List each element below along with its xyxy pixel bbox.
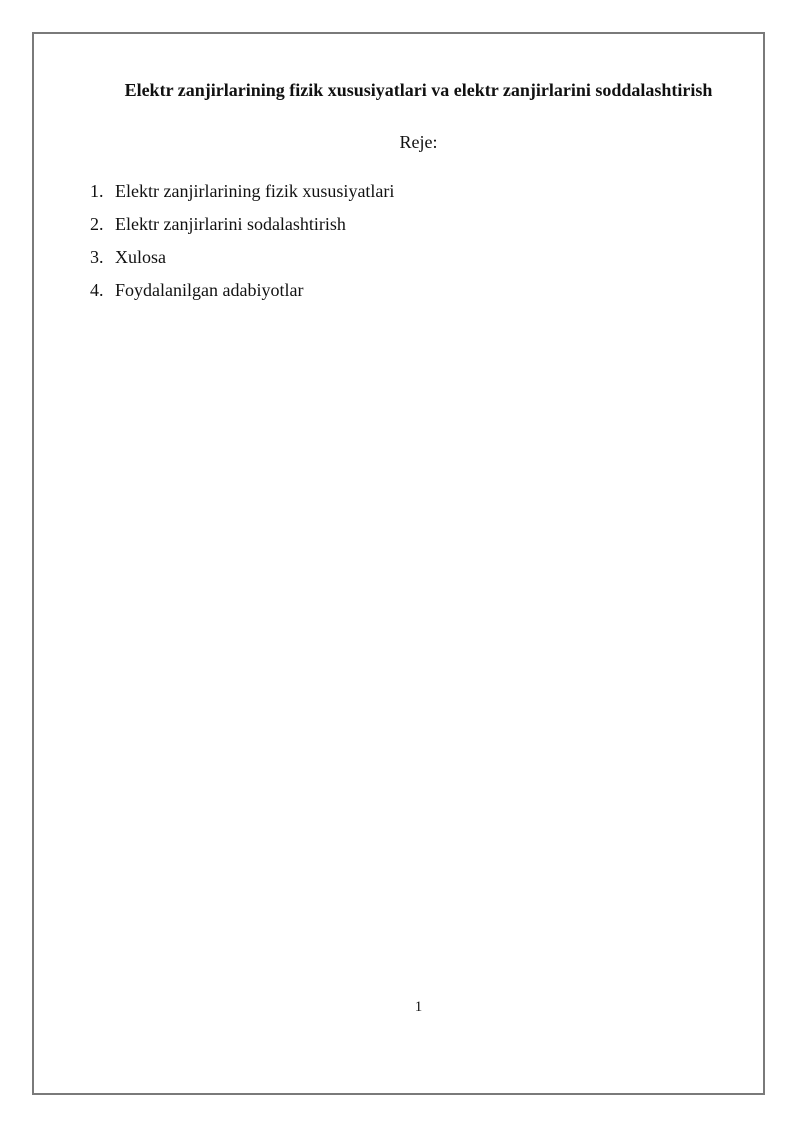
list-item <box>90 212 394 236</box>
list-item-text: Elektr zanjirlarini sodalashtirish <box>115 214 346 234</box>
page-number: 1 <box>414 999 423 1015</box>
list-item-number: 3. <box>90 247 104 267</box>
plan-heading: Reje: <box>399 132 438 152</box>
list-item-number: 2. <box>90 214 104 234</box>
list-item-number: 4. <box>90 280 104 300</box>
list-item-text: Foydalanilgan adabiyotlar <box>115 280 304 300</box>
list-item-number: 1. <box>90 181 104 201</box>
list-item-text: Elektr zanjirlarining fizik xususiyatlari <box>115 181 395 201</box>
plan-list <box>90 179 394 311</box>
document-page <box>32 32 765 1095</box>
list-item <box>90 179 394 203</box>
list-item-text: Xulosa <box>115 247 166 267</box>
document-title: Elektr zanjirlarining fizik xususiyatlari va elektr zanjirlarini soddalashtirish <box>124 80 713 100</box>
list-item <box>90 245 394 269</box>
list-item <box>90 278 394 302</box>
